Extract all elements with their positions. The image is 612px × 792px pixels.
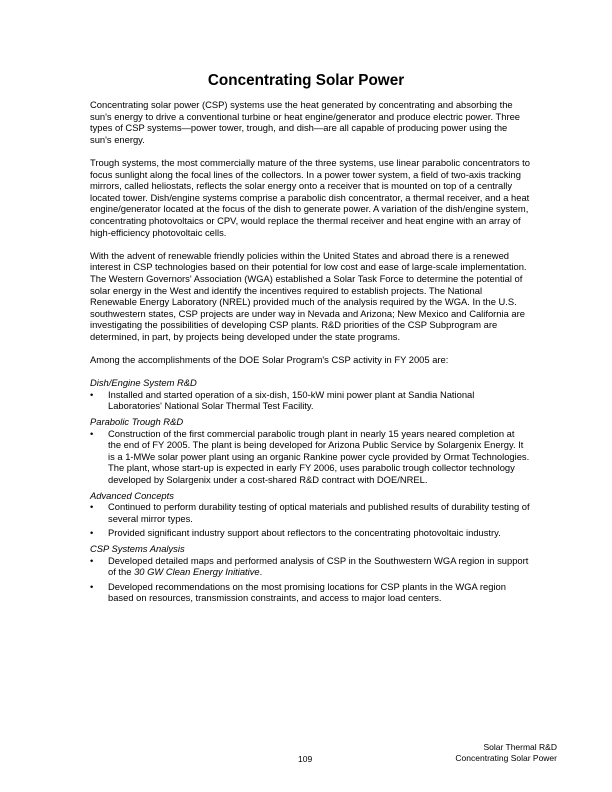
section-heading-trough: Parabolic Trough R&D: [90, 416, 184, 428]
list-item: • Continued to perform durability testing of optical materials and published results of durability testing of several mirror types.: [90, 501, 530, 524]
list-item: • Developed recommendations on the most promising locations for CSP plants in the WGA region based on resources, transmission constraints, and access to major load centers.: [90, 581, 530, 604]
section-heading-analysis: CSP Systems Analysis: [90, 542, 185, 554]
list-item-end: .: [259, 566, 263, 578]
paragraph-systems: Trough systems, the most commercially mature of the three systems, use linear parabolic concentrators to focus sunlight along the focal lines of the collectors. In a power tower system, a field of two-axis tracking mirrors, called heliostats, reflects the solar energy onto a receiver that is mounted on top of a centrally located tower. Dish/engine systems comprise a parabolic dish concentrator, a thermal receiver, and a heat engine/generator located at the focus of the dish to generate power. A variation of the dish/engine system, concentrating photovoltaics or CPV, would replace the thermal receiver and heat engine with an array of high-efficiency photovoltaic cells.: [90, 156, 530, 238]
section-heading-dish: Dish/Engine System R&D: [90, 377, 197, 389]
list-item: • Installed and started operation of a six-dish, 150-kW mini power plant at Sandia National Laboratories' National Solar Thermal Test Facility.: [90, 389, 530, 412]
list-item: • Provided significant industry support about reflectors to the concentrating photovoltaic industry.: [90, 527, 530, 539]
list-item: • Construction of the first commercial parabolic trough plant in nearly 15 years neared completion at the end of FY 2005. The plant is being developed for Arizona Public Service by Solargenix Energy. It is a 1-MWe solar power plant using an organic Rankine power cycle provided by Ormat Technologies. The plant, whose start-up is expected in early FY 2006, uses parabolic trough collector technology developed by Solargenix under a cost-shared R&D contract with DOE/NREL.: [90, 428, 530, 486]
bullet-list-analysis: [90, 555, 530, 604]
paragraph-intro: Concentrating solar power (CSP) systems use the heat generated by concentrating and absorbing the sun's energy to drive a conventional turbine or heat engine/generator and produce electric power. Three types of CSP systems—power tower, trough, and dish—are all capable of producing power using the sun's energy.: [90, 99, 521, 145]
footer-line-2: Concentrating Solar Power: [455, 753, 557, 763]
bullet-list-dish: [90, 389, 530, 412]
paragraph-accomplishments-intro: Among the accomplishments of the DOE Solar Program's CSP activity in FY 2005 are:: [90, 354, 449, 366]
body-text: [90, 99, 530, 607]
page-number: 109: [298, 754, 313, 764]
initiative-name: 30 GW Clean Energy Initiative: [134, 566, 260, 578]
running-footer: [455, 742, 557, 764]
footer-line-1: Solar Thermal R&D: [483, 742, 557, 752]
bullet-list-advanced: [90, 501, 530, 539]
page-title: Concentrating Solar Power: [207, 72, 405, 89]
list-item-text: Developed detailed maps and performed analysis of CSP in the Southwestern WGA region in support of the: [108, 554, 529, 578]
paragraph-policy: With the advent of renewable friendly policies within the United States and abroad there is a renewed interest in CSP technologies based on their potential for low cost and ease of large-scale implementation. The Western Governors' Association (WGA) established a Solar Task Force to determine the potential of solar energy in the West and identify the incentives required to establish projects. The National Renewable Energy Laboratory (NREL) provided much of the analysis required by the WGA. In the U.S. southwestern states, CSP projects are under way in Nevada and Arizona; New Mexico and California are investigating the possibilities of developing CSP plants. R&D priorities of the CSP Subprogram are determined, in part, by projects being developed under the state programs.: [90, 249, 527, 342]
section-heading-advanced: Advanced Concepts: [90, 489, 174, 501]
list-item: [90, 555, 530, 578]
bullet-list-trough: [90, 428, 530, 486]
